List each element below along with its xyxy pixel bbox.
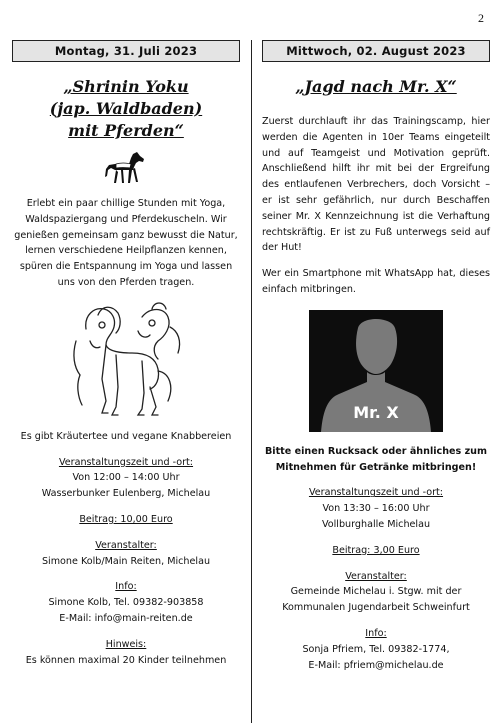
info-phone: Simone Kolb, Tel. 09382-903858: [48, 597, 204, 609]
time-place-label: Veranstaltungszeit und -ort:: [308, 487, 444, 499]
info-email: E-Mail: pfriem@michelau.de: [308, 659, 444, 671]
organizer-label: Veranstalter:: [345, 570, 407, 582]
event-title-mrx: „Jagd nach Mr. X“: [295, 77, 457, 96]
event-place: Wasserbunker Eulenberg, Michelau: [41, 488, 211, 500]
title-line-2: (jap. Waldbaden): [49, 99, 203, 118]
event-fee: Beitrag: 3,00 Euro: [332, 544, 420, 556]
mr-x-label: Mr. X: [353, 402, 399, 422]
event-time: Von 13:30 – 16:00 Uhr: [322, 503, 430, 515]
day-header-wednesday: Mittwoch, 02. August 2023: [262, 40, 490, 62]
event-title-waldbaden: [12, 76, 240, 142]
event-description-mrx: Zuerst durchlauft ihr das Trainingscamp, hier werden die Agenten in 10er Teams eingeteilt und auf Teamgeist und Motivation geprüft. Anschließend hilft ihr mit bei der Ergreifung des entlaufenen Verbrechers, doch Vorsicht – er ist sehr gefährlich, nur durch Beschaffen seiner Mr. X Kennzeichnung ist die Verhaftung rechtskräftig. Er ist zu Fuß unterwegs seid auf der Hut!: [262, 116, 490, 254]
info-phone: Sonja Pfriem, Tel. 09382-1774,: [302, 643, 450, 655]
smartphone-note: Wer ein Smartphone mit WhatsApp hat, dieses einfach mitbringen.: [262, 268, 490, 295]
time-place-label: Veranstaltungszeit und -ort:: [58, 456, 194, 468]
ponies-icon: [12, 301, 240, 421]
event-place: Vollburghalle Michelau: [321, 518, 431, 530]
organizer: Simone Kolb/Main Reiten, Michelau: [41, 555, 211, 567]
info-label: Info:: [365, 627, 387, 639]
column-divider: [251, 40, 252, 723]
info-email: E-Mail: info@main-reiten.de: [59, 612, 193, 624]
right-column: [262, 40, 490, 723]
day-header-monday: Montag, 31. Juli 2023: [12, 40, 240, 62]
backpack-note: Bitte einen Rucksack oder ähnliches zum Mitnehmen für Getränke mitbringen!: [264, 445, 488, 473]
title-line-3: mit Pferden“: [68, 121, 184, 140]
event-fee: Beitrag: 10,00 Euro: [79, 513, 173, 525]
event-time: Von 12:00 – 14:00 Uhr: [72, 472, 180, 484]
note-label: Hinweis:: [105, 638, 147, 650]
page-number: 2: [478, 11, 484, 25]
horse-icon: [12, 150, 240, 186]
event-description: Erlebt ein paar chillige Stunden mit Yoga, Waldspaziergang und Pferdekuscheln. Wir genießen gemeinsam ganz bewusst die Natur, lernen verschiedene Heilpflanzen kennen, spüren die Entspannung im Yoga und lassen uns von den Pferden tragen.: [14, 198, 238, 288]
left-column: [12, 40, 240, 723]
organizer-label: Veranstalter:: [95, 539, 157, 551]
mr-x-silhouette-image: [309, 310, 443, 432]
info-label: Info:: [115, 581, 137, 593]
snacks-note: Es gibt Kräutertee und vegane Knabbereien: [20, 430, 232, 442]
title-line-1: „Shrinin Yoku: [63, 77, 189, 96]
note-text: Es können maximal 20 Kinder teilnehmen: [25, 654, 227, 666]
organizer: Gemeinde Michelau i. Stgw. mit der Kommunalen Jugendarbeit Schweinfurt: [282, 586, 470, 614]
